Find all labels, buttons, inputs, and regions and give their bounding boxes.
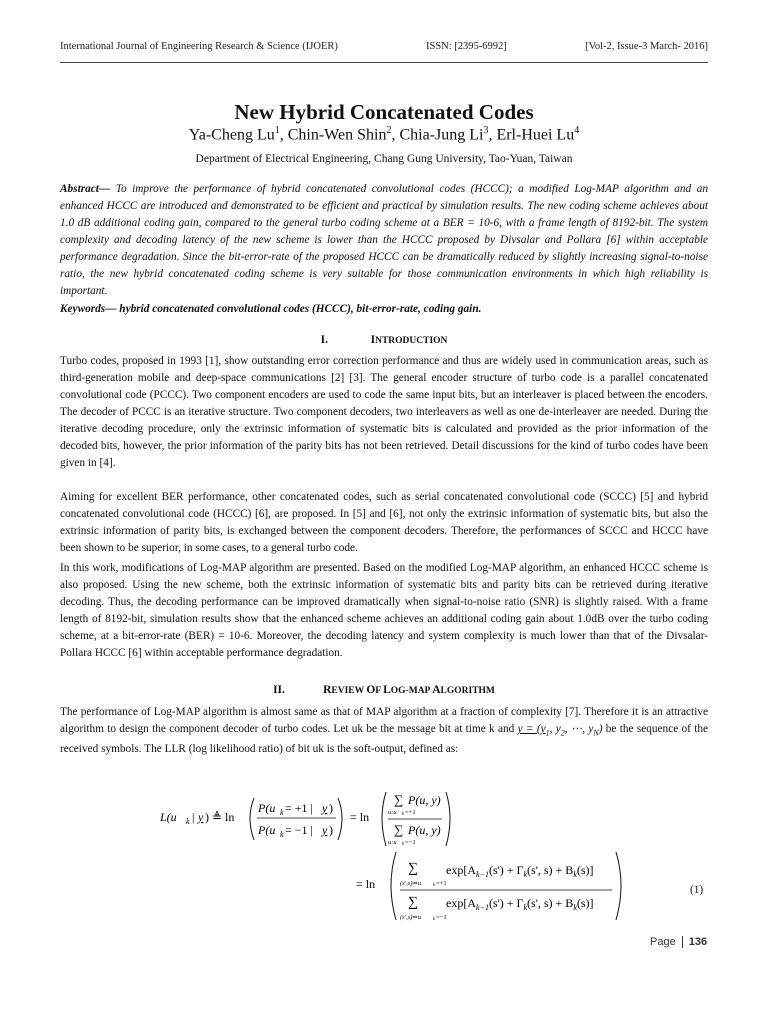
section-title-rest: LGORITHM xyxy=(440,686,495,696)
section-number: I. xyxy=(320,334,328,346)
eq-def-ln: ≜ ln xyxy=(212,810,235,824)
author-name: Chia-Jung Li xyxy=(399,126,484,144)
eq-sum-bottom-lim-val: =−1 xyxy=(405,839,416,846)
page-number: 136 xyxy=(688,936,708,948)
eq-paren-right-3 xyxy=(616,852,621,920)
eq-sum-top-lim-sub: k xyxy=(402,812,405,817)
eq-exp-sum-bottom-lim-val: =−1 xyxy=(436,914,447,921)
eq-paren-right xyxy=(338,798,342,840)
eq-sum-top-lim: u:u xyxy=(388,809,397,816)
intro-paragraph-2: Aiming for excellent BER performance, other concatenated codes, such as serial concatenated convolutional code (SCCC) [5] and hybrid concatenated convolutional code (HCCC) [6], are proposed. In [5] and [6], not only the extrinsic information of systematic bits, but also the extrinsic information of parity bits, is exchanged between the component decoders. Therefore, the performances of SCCC and HCCC have been shown to be superior, in some cases, to a general turbo code. xyxy=(60,491,708,554)
eq-eq-ln: = ln xyxy=(350,810,370,824)
eq-p-plus-sub: k xyxy=(280,808,284,817)
section-title-rest: NTRODUCTION xyxy=(375,336,448,346)
author-affil-mark: 1 xyxy=(274,125,280,136)
eq-eq-ln-2: = ln xyxy=(356,877,376,891)
equation-number: (1) xyxy=(690,884,704,896)
eq-lhs-close: ) xyxy=(205,810,209,824)
eq-p-minus-rest: = −1 | xyxy=(285,823,313,837)
eq-exp-sum-top-lim-sub: k xyxy=(433,883,436,888)
journal-name: International Journal of Engineering Research & Science (IJOER) xyxy=(60,41,338,52)
eq-p-minus-y: y xyxy=(322,823,328,837)
eq-sum-bottom: ∑ xyxy=(394,822,404,837)
eq-exp-sum-bottom-lim: (s',s)⇒u xyxy=(400,914,422,921)
eq-lhs-bar: | xyxy=(192,810,195,824)
logmap-text-a: The performance of Log-MAP algorithm is almost same as that of MAP algorithm at a fraction of complexity [7]. Therefore it is an attractive algorithm to design the component decoder of turbo codes. Let uk be the message bit at time k and xyxy=(60,706,708,735)
author-affil-mark: 2 xyxy=(386,125,392,136)
eq-paren-left xyxy=(250,798,254,840)
section-title-cap: R xyxy=(323,684,332,696)
eq-p-uy-top: P(u, y) xyxy=(408,793,441,807)
author-name: Chin-Wen Shin xyxy=(287,126,387,144)
eq-lhs-sub: k xyxy=(186,817,190,826)
eq-p-plus-rest: = +1 | xyxy=(285,801,313,815)
eq-sum-top: ∑ xyxy=(394,792,404,807)
intro-paragraph-3: In this work, modifications of Log-MAP algorithm are presented. Based on the modified Log-MAP algorithm, an enhanced HCCC scheme is also proposed. Using the new scheme, both the extrinsic information of systematic bits and parity bits can be retrieved during iterative decoding. Thus, the decoding performance can be improved dramatically when signal-to-noise ratio (SNR) is slightly raised. With a frame length of 8192-bit, simulation results show that the enhanced scheme achieves an additional coding gain about 1.0dB over the turbo coding scheme, at a bit-error-rate (BER) = 10-6. Moreover, the decoding latency and system complexity is much lower than that of the Divsalar-Pollara HCCC [6] within acceptable performance degradation. xyxy=(60,562,708,659)
eq-p-plus-y: y xyxy=(322,801,328,815)
section-heading-introduction xyxy=(0,334,768,346)
author-list: Ya-Cheng Lu$^1$, Chin-Wen Shin$^2$, Chia-Jung Li$^3$, Erl-Huei Lu$^4$ xyxy=(188,125,580,144)
equation-svg xyxy=(150,790,710,930)
section-heading-logmap xyxy=(0,684,768,696)
eq-p-minus-close: ) xyxy=(329,823,333,837)
received-sequence-inline: $y = (y_1$, $y_2$, ⋯, $y_N$) xyxy=(517,723,603,738)
equation-1 xyxy=(150,790,710,930)
section-title-cap: O xyxy=(366,684,376,696)
eq-sum-bottom-lim: u:u xyxy=(388,839,397,846)
eq-lhs: L(u xyxy=(160,810,177,824)
eq-exp-sum-top: ∑ xyxy=(408,861,418,876)
abstract-text: To improve the performance of hybrid concatenated convolutional codes (HCCC); a modified Log-MAP algorithm and an enhanced HCCC are introduced and demonstrated to be efficient and practical by simulation results. The new coding scheme achieves about 1.0 dB additional coding gain, compared to the general turbo coding scheme at a BER = 10-6, with a frame length of 8192-bit. The system complexity and decoding latency of the new scheme is lower than the HCCC proposed by Divsalar and Pollara [6] within acceptable performance degradation. Since the bit-error-rate of the proposed HCCC can be dramatically reduced by slightly increasing signal-to-noise ratio, the new hybrid concatenated coding scheme is very suitable for those communication environments in which high reliability is important. xyxy=(60,183,709,297)
eq-p-uy-bottom: P(u, y) xyxy=(408,823,441,837)
section-title-cap: L xyxy=(383,684,391,696)
page-footer xyxy=(650,936,707,948)
section-title-rest: OG-MAP xyxy=(390,686,433,696)
page-label: Page xyxy=(650,936,676,948)
eq-p-minus: P(u xyxy=(258,823,276,837)
eq-exp-sum-top-lim: (s',s)⇒u xyxy=(400,880,422,887)
section-title-rest: F xyxy=(375,686,384,696)
eq-exp-sum-bottom-lim-sub: k xyxy=(433,917,436,922)
header-divider xyxy=(60,62,708,63)
logmap-paragraph xyxy=(60,704,708,758)
eq-p-minus-sub: k xyxy=(280,830,284,839)
logmap-text-b: be the sequence of the received symbols. The LLR (log likelihood ratio) of bit uk is the soft-output, defined as: xyxy=(60,723,709,756)
paper-title: New Hybrid Concatenated Codes xyxy=(234,100,534,124)
eq-paren-right-2 xyxy=(446,792,450,846)
section-title-cap: I xyxy=(370,334,376,346)
section-title-rest: EVIEW xyxy=(331,686,367,696)
section-title-cap: A xyxy=(432,684,441,696)
abstract xyxy=(60,181,708,300)
eq-lhs-y: y xyxy=(198,810,204,824)
intro-paragraph-1: Turbo codes, proposed in 1993 [1], show outstanding error correction performance and thus are widely used in communication areas, such as third-generation mobile and deep-space communications [2] [3]. The general encoder structure of turbo code is a parallel concatenated convolutional code (PCCC). Two component encoders are used to code the same input bits, but an interleaver is placed between the encoders. The decoder of PCCC is an iterative structure. Two component decoders, two interleavers as well as one de-interleaver are needed. During the iterative decoding procedure, only the extrinsic information of systematic bits is calculated and provided as the prior information of the decoded bits, however, the prior information of the parity bits has not been retrieved. Detail discussions for the kind of turbo codes have been given in [4]. xyxy=(60,355,708,469)
author-name: Ya-Cheng Lu xyxy=(188,126,275,144)
eq-exp-top: $\exp[A_{k-1}(s') + \Gamma_k(s'$, $s) + B_k(s)$] xyxy=(446,863,594,879)
journal-issn: ISSN: [2395-6992] xyxy=(426,41,507,52)
journal-header xyxy=(60,41,708,59)
eq-paren-left-3 xyxy=(391,852,396,920)
eq-p-plus: P(u xyxy=(258,801,276,815)
author-affil-mark: 3 xyxy=(483,125,489,136)
eq-exp-sum-bottom: ∑ xyxy=(408,895,418,910)
eq-p-plus-close: ) xyxy=(329,801,333,815)
section-number: II. xyxy=(273,684,285,696)
author-affil-mark: 4 xyxy=(574,125,580,136)
eq-sum-bottom-lim-sub: k xyxy=(402,842,405,847)
author-name: Erl-Huei Lu xyxy=(496,126,575,144)
eq-paren-left-2 xyxy=(382,792,386,846)
eq-exp-bottom: $\exp[A_{k-1}(s') + \Gamma_k(s'$, $s) + B_k(s)$] xyxy=(446,896,594,912)
page-separator xyxy=(682,936,683,948)
eq-exp-sum-top-lim-val: =+1 xyxy=(436,880,447,887)
eq-sum-top-lim-val: =+1 xyxy=(405,809,416,816)
affiliation: Department of Electrical Engineering, Chang Gung University, Tao-Yuan, Taiwan xyxy=(195,153,573,165)
journal-volume: [Vol-2, Issue-3 March- 2016] xyxy=(585,41,708,52)
abstract-label: Abstract— xyxy=(60,183,111,195)
keywords: Keywords— hybrid concatenated convolutional codes (HCCC), bit-error-rate, coding gain. xyxy=(60,303,482,315)
